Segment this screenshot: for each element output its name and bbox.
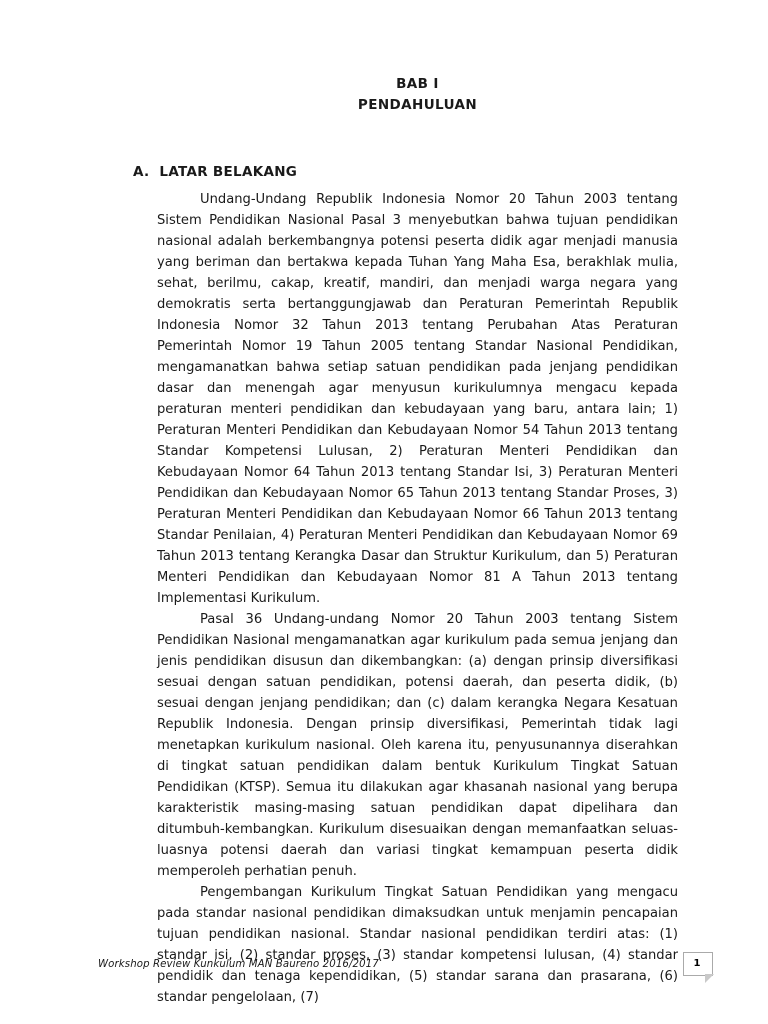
page-corner-fold-icon bbox=[705, 974, 714, 983]
paragraph: Pasal 36 Undang-undang Nomor 20 Tahun 2003 tentang Sistem Pendidikan Nasional mengamanatkan agar kurikulum pada semua jenjang dan jenis pendidikan disusun dan dikembangkan: (a) dengan prinsip diversifikasi sesuai dengan satuan pendidikan, potensi daerah, dan peserta didik, (b) sesuai dengan jenjang pendidikan; dan (c) dalam kerangka Negara Kesatuan Republik Indonesia. Dengan prinsip diversifikasi, Pemerintah tidak lagi menetapkan kurikulum nasional. Oleh karena itu, penyusunannya diserahkan di tingkat satuan pendidikan dalam bentuk Kurikulum Tingkat Satuan Pendidikan (KTSP). Semua itu dilakukan agar khasanah nasional yang berupa karakteristik masing-masing satuan pendidikan dapat dipelihara dan ditumbuh-kembangkan. Kurikulum disesuaikan dengan memanfaatkan seluas-luasnya potensi daerah dan variasi tingkat kemampuan peserta didik memperoleh perhatian penuh. bbox=[157, 612, 678, 879]
page-content bbox=[133, 0, 678, 1008]
chapter-heading-line-2: PENDAHULUAN bbox=[357, 97, 478, 113]
section-heading: A. LATAR BELAKANG bbox=[133, 164, 298, 180]
page-footer bbox=[98, 958, 698, 972]
section-body bbox=[133, 189, 678, 1008]
section-latar-belakang bbox=[133, 162, 678, 1008]
footer-text: Workshop Review Kunkulum MAN Baureno 2016/2017 bbox=[98, 959, 379, 970]
chapter-heading-line-1: BAB I bbox=[396, 76, 439, 92]
chapter-heading bbox=[133, 74, 678, 116]
page-number-value: 1 bbox=[693, 957, 701, 969]
paragraph: Undang-Undang Republik Indonesia Nomor 20 Tahun 2003 tentang Sistem Pendidikan Nasional Pasal 3 menyebutkan bahwa tujuan pendidikan nasional adalah berkembangnya potensi peserta didik agar menjadi manusia yang beriman dan bertakwa kepada Tuhan Yang Maha Esa, berakhlak mulia, sehat, berilmu, cakap, kreatif, mandiri, dan menjadi warga negara yang demokratis serta bertanggungjawab dan Peraturan Pemerintah Republik Indonesia Nomor 32 Tahun 2013 tentang Perubahan Atas Peraturan Pemerintah Nomor 19 Tahun 2005 tentang Standar Nasional Pendidikan, mengamanatkan bahwa setiap satuan pendidikan pada jenjang pendidikan dasar dan menengah agar menyusun kurikulumnya mengacu kepada peraturan menteri pendidikan dan kebudayaan yang baru, antara lain; 1) Peraturan Menteri Pendidikan dan Kebudayaan Nomor 54 Tahun 2013 tentang Standar Kompetensi Lulusan, 2) Peraturan Menteri Pendidikan dan Kebudayaan Nomor 64 Tahun 2013 tentang Standar Isi, 3) Peraturan Menteri Pendidikan dan Kebudayaan Nomor 65 Tahun 2013 tentang Standar Proses, 3) Peraturan Menteri Pendidikan dan Kebudayaan Nomor 66 Tahun 2013 tentang Standar Penilaian, 4) Peraturan Menteri Pendidikan dan Kebudayaan Nomor 69 Tahun 2013 tentang Kerangka Dasar dan Struktur Kurikulum, dan 5) Peraturan Menteri Pendidikan dan Kebudayaan Nomor 81 A Tahun 2013 tentang Implementasi Kurikulum. bbox=[157, 192, 678, 606]
page-number-badge bbox=[683, 952, 713, 976]
paragraph: Pengembangan Kurikulum Tingkat Satuan Pendidikan yang mengacu pada standar nasional pendidikan dimaksudkan untuk menjamin pencapaian tujuan pendidikan nasional. Standar nasional pendidikan terdiri atas: (1) standar isi, (2) standar proses, (3) standar kompetensi lulusan, (4) standar pendidik dan tenaga kependidikan, (5) standar sarana dan prasarana, (6) standar pengelolaan, (7) bbox=[157, 885, 678, 1005]
